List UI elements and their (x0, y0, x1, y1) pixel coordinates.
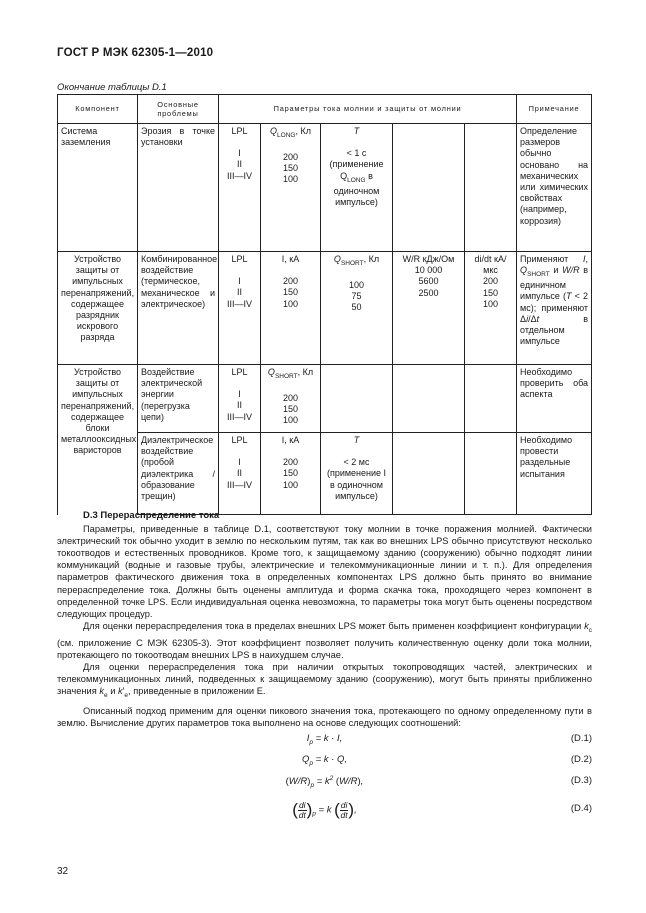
section-title: D.3 Перераспределение тока (83, 510, 220, 521)
lpl-levels: I II III—IV (226, 457, 252, 490)
problem-cell: Диэлектрическое воздействие (пробой диэлектрика / образование трещин) (138, 433, 219, 515)
table-row (58, 252, 592, 365)
table-row (58, 433, 592, 515)
param-values: 10 000 5600 2500 (414, 265, 443, 298)
header-params: Параметры тока молнии и защиты от молнии (219, 95, 517, 124)
param-label: $Q_{LONG}$, Кл (270, 126, 311, 139)
note-cell: Определение размеров обычно основано на механических или химических свойствах (например, коррозия) (517, 124, 592, 252)
header-note: Примечание (517, 95, 592, 124)
equation (57, 733, 592, 747)
param-cell (261, 365, 321, 433)
param-label: $Q_{SHORT}$, Кл (267, 367, 314, 380)
param-cell (261, 124, 321, 252)
table-row (58, 124, 592, 252)
param-label: $Q_{SHORT}$, Кл (333, 254, 380, 267)
empty-cell (321, 365, 393, 433)
param-cell (321, 433, 393, 515)
note-cell: Необходимо провести раздельные испытания (517, 433, 592, 515)
header-problems: Основные проблемы (138, 95, 219, 124)
table-caption: Окончание таблицы D.1 (57, 82, 167, 93)
lpl-levels: I II III—IV (226, 148, 252, 181)
paragraph: Для оценки перераспределения тока в пределах внешних LPS может быть применен коэффициент конфигурации $k_c$ (см. приложение С МЭК 62305-3). Этот коэффициент позволяет получить количественную оценку доли тока молнии, протекающего по токоотводам внешних LPS в наихудшем случае. (57, 620, 592, 660)
param-cell (261, 252, 321, 365)
equation-number: (D.1) (570, 733, 592, 744)
empty-cell (393, 365, 465, 433)
param-values: 200 150 100 (282, 393, 299, 426)
problem-cell: Воздействие электрической энергии (перегрузка цепи) (138, 365, 219, 433)
param-cell (393, 252, 465, 365)
paragraph: Для оценки перераспределения тока при наличии открытых токопроводящих частей, электрических и телекоммуникационных линий, подведенных к защищаемому зданию (сооружению), могут быть приняты приближенно значения $k_e$ и $k'_e$, приведенные в приложении Е. (57, 661, 592, 700)
header-component: Компонент (58, 95, 138, 124)
param-label: T (353, 435, 360, 445)
param-cell (261, 433, 321, 515)
param-values: 200 150 100 (282, 152, 299, 185)
component-cell: Система заземления (58, 124, 138, 252)
lpl-cell: LPL I II III—IV (219, 124, 261, 252)
page-number: 32 (57, 866, 69, 877)
table-header-row (58, 95, 592, 124)
component-cell: Устройство защиты от импульсных перенапряжений, содержащее разрядник искрового разряда (58, 252, 138, 365)
param-label: W/R кДж/Ом (402, 254, 455, 264)
param-label: I, кА (281, 435, 300, 445)
lpl-cell: LPL I II III—IV (219, 433, 261, 515)
param-values: 200 150 100 (282, 457, 299, 490)
note-cell: Применяют I, $Q_{SHORT}$ и W/R в единичном импульсе (T < 2 мс); применяют Δi/Δt в отдельном импульсе (517, 252, 592, 365)
equation (57, 797, 592, 823)
equation (57, 775, 592, 789)
table-row (58, 365, 592, 433)
param-values: < 1 с (применение $Q_{LONG}$ в одиночном импульсе) (329, 148, 384, 207)
section-body (57, 510, 592, 729)
empty-cell (393, 124, 465, 252)
empty-cell (465, 365, 517, 433)
param-label: T (353, 126, 360, 136)
param-cell (321, 252, 393, 365)
empty-cell (465, 433, 517, 515)
param-values: 100 75 50 (348, 280, 365, 313)
equation-number: (D.3) (570, 775, 592, 786)
equation-formula: $Q_p = k \cdot Q$, (301, 754, 348, 767)
empty-cell (393, 433, 465, 515)
paragraph: Описанный подход применим для оценки пикового значения тока, протекающего по одному определенному пути в землю. Вычисление других параметров тока выполнено на основе следующих соотношений: (57, 706, 592, 729)
lightning-parameters-table (57, 94, 592, 515)
lpl-levels: I II III—IV (226, 389, 252, 422)
note-cell: Необходимо проверить оба аспекта (517, 365, 592, 433)
document-header: ГОСТ Р МЭК 62305-1—2010 (57, 47, 214, 59)
equation-number: (D.2) (570, 754, 592, 765)
paragraph: Параметры, приведенные в таблице D.1, соответствуют току молнии в точке поражения молнией. Фактически электрический ток обычно уходит в землю по нескольким путям, так как во внешних LPS обычно присутствуют несколько токоотводов и естественных проводников. Кроме того, к защищаемому зданию (сооружению) обычно подходят линии коммуникаций (водные и газовые трубы, электрические и телекоммуникационные линии и т. п.). Для определения параметров фактического движения тока в определенных компонентах LPS должно быть принято во внимание перераспределение тока. Должны быть оценены амплитуда и форма скачка тока, проходящего через компонент в определенной точке LPS. Если индивидуальная оценка невозможна, то параметры тока могут быть оценены посредством следующих процедур. (57, 524, 592, 619)
param-values: 200 150 100 (483, 276, 499, 309)
component-cell: Устройство защиты от импульсных перенапряжений, содержащее блоки металлооксидных варисторов (58, 365, 138, 515)
param-cell (321, 124, 393, 252)
param-values: < 2 мс (применение I в одиночном импульсе) (326, 457, 387, 501)
lpl-levels: I II III—IV (226, 276, 252, 309)
equation-formula: $(W/R)_p = k^2$ (W/R), (285, 775, 364, 790)
lpl-cell: LPL I II III—IV (219, 365, 261, 433)
problem-cell: Эрозия в точке установки (138, 124, 219, 252)
equation (57, 754, 592, 768)
equation-number: (D.4) (570, 803, 592, 814)
param-cell (465, 252, 517, 365)
problem-cell: Комбинированное воздействие (термическое, механическое и электрическое) (138, 252, 219, 365)
param-values: 200 150 100 (282, 276, 299, 309)
param-label: I, кА (281, 254, 300, 264)
equation-formula: $I_p = k \cdot I$, (306, 733, 343, 746)
param-label: di/dt кА/мкс (474, 254, 507, 276)
lpl-cell: LPL I II III—IV (219, 252, 261, 365)
empty-cell (465, 124, 517, 252)
equation-formula: ( $\frac{di}{dt}$ )$_p = k$ ( $\frac{di}{dt}$ ), (292, 799, 357, 820)
